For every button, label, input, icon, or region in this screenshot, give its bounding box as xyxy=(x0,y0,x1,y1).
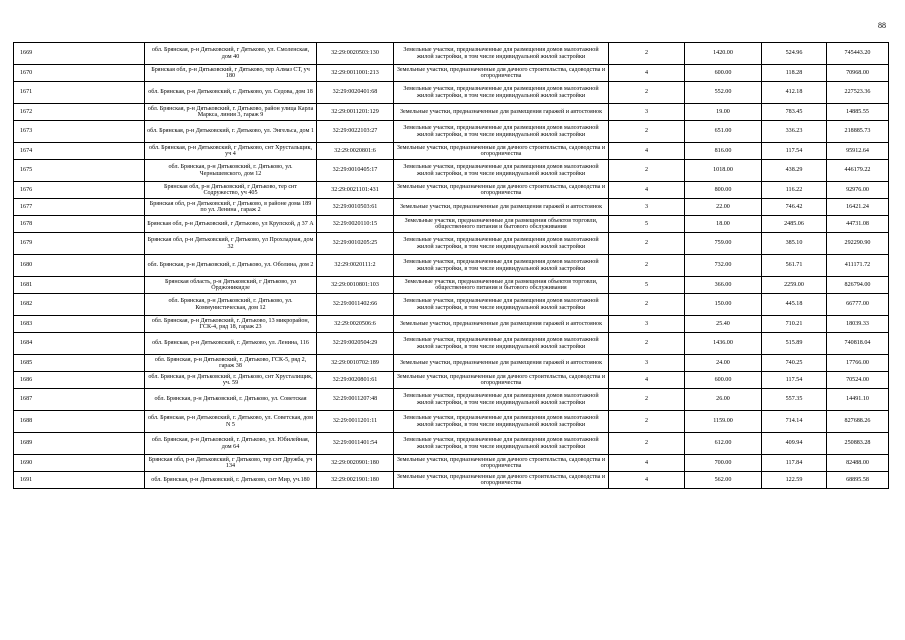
address-cell: Брянская обл, р-н Дятьковский, г Дятьково, тер снт Содружество, уч 405 xyxy=(145,182,317,199)
table-row xyxy=(14,121,889,143)
cadastral-value-cell: 66777.00 xyxy=(827,294,889,316)
cadastral-value-cell: 82488.00 xyxy=(827,455,889,472)
cadastral-value-cell: 95912.64 xyxy=(827,143,889,160)
cadastral-value-cell: 740818.04 xyxy=(827,333,889,355)
address-cell: обл. Брянская, р-н Дятьковский, г. Дятьково, ул. Энгельса, дом 1 xyxy=(145,121,317,143)
address-cell: обл. Брянская, р-н Дятьковский, г. Дятьково, ул. Коммунистическая, дом 12 xyxy=(145,294,317,316)
table-row xyxy=(14,143,889,160)
row-number-cell: 1677 xyxy=(14,199,145,216)
table-row xyxy=(14,160,889,182)
area-cell: 552.00 xyxy=(685,82,762,104)
row-number-cell: 1675 xyxy=(14,160,145,182)
row-number-cell: 1673 xyxy=(14,121,145,143)
group-cell: 2 xyxy=(609,294,685,316)
address-cell: обл. Брянская, р-н Дятьковский, г Дятьково, ул. Смоленская, дом 40 xyxy=(145,43,317,65)
group-cell: 2 xyxy=(609,43,685,65)
rate-cell: 336.23 xyxy=(762,121,827,143)
row-number-cell: 1686 xyxy=(14,372,145,389)
table-row xyxy=(14,411,889,433)
row-number-cell: 1689 xyxy=(14,433,145,455)
address-cell: обл. Брянская, р-н Дятьковский, г. Дятьково, ул. Чернышевского, дом 12 xyxy=(145,160,317,182)
land-use-cell: Земельные участки, предназначенные для размещения гаражей и автостоянок xyxy=(394,316,609,333)
cadastral-value-cell: 70968.00 xyxy=(827,65,889,82)
cadastral-number-cell: 32:29:0020901:180 xyxy=(317,455,394,472)
row-number-cell: 1672 xyxy=(14,104,145,121)
address-cell: Брянская обл, р-н Дятьковский, г Дятьково, тер Алмаз СТ, уч 180 xyxy=(145,65,317,82)
cadastral-number-cell: 32:29:0010801:103 xyxy=(317,277,394,294)
row-number-cell: 1688 xyxy=(14,411,145,433)
group-cell: 3 xyxy=(609,104,685,121)
group-cell: 3 xyxy=(609,355,685,372)
rate-cell: 783.45 xyxy=(762,104,827,121)
table-body xyxy=(14,43,889,489)
cadastral-value-cell: 227523.36 xyxy=(827,82,889,104)
area-cell: 24.00 xyxy=(685,355,762,372)
address-cell: обл. Брянская, р-н Дятьковский, г. Дятьково, снт Мир, уч.180 xyxy=(145,472,317,489)
land-use-cell: Земельные участки, предназначенные для размещения домов малоэтажной жилой застройки, в том числе индивидуальной жилой застройки xyxy=(394,121,609,143)
address-cell: обл. Брянская, р-н Дятьковский, г. Дятьково, ул. Седова, дом 18 xyxy=(145,82,317,104)
address-cell: обл. Брянская, р-н Дятьковский, г. Дятьково, ГСК-5, ряд 2, гараж 38 xyxy=(145,355,317,372)
land-use-cell: Земельные участки, предназначенные для размещения домов малоэтажной жилой застройки, в том числе индивидуальной жилой застройки xyxy=(394,43,609,65)
group-cell: 2 xyxy=(609,389,685,411)
area-cell: 600.00 xyxy=(685,372,762,389)
land-use-cell: Земельные участки, предназначенные для дачного строительства, садоводства и огородничества xyxy=(394,472,609,489)
area-cell: 26.00 xyxy=(685,389,762,411)
cadastral-number-cell: 32:29:0011402:66 xyxy=(317,294,394,316)
rate-cell: 118.28 xyxy=(762,65,827,82)
row-number-cell: 1687 xyxy=(14,389,145,411)
rate-cell: 412.18 xyxy=(762,82,827,104)
address-cell: обл. Брянская, р-н Дятьковский, г. Дятьково, ул. Советская, дом N 5 xyxy=(145,411,317,433)
land-use-cell: Земельные участки, предназначенные для размещения домов малоэтажной жилой застройки, в том числе индивидуальной жилой застройки xyxy=(394,411,609,433)
cadastral-number-cell: 32:29:0010702:189 xyxy=(317,355,394,372)
cadastral-value-cell: 18039.33 xyxy=(827,316,889,333)
rate-cell: 746.42 xyxy=(762,199,827,216)
land-use-cell: Земельные участки, предназначенные для размещения гаражей и автостоянок xyxy=(394,355,609,372)
land-use-cell: Земельные участки, предназначенные для размещения гаражей и автостоянок xyxy=(394,199,609,216)
land-use-cell: Земельные участки, предназначенные для размещения объектов торговли, общественного питания и бытового обслуживания xyxy=(394,277,609,294)
group-cell: 3 xyxy=(609,199,685,216)
group-cell: 2 xyxy=(609,233,685,255)
cadastral-number-cell: 32:29:0011001:213 xyxy=(317,65,394,82)
land-use-cell: Земельные участки, предназначенные для размещения объектов торговли, общественного питания и бытового обслуживания xyxy=(394,216,609,233)
page-number: 88 xyxy=(878,21,886,30)
rate-cell: 524.96 xyxy=(762,43,827,65)
cadastral-value-cell: 446179.22 xyxy=(827,160,889,182)
row-number-cell: 1685 xyxy=(14,355,145,372)
rate-cell: 445.18 xyxy=(762,294,827,316)
table-row xyxy=(14,255,889,277)
cadastral-number-cell: 32:29:0020110:15 xyxy=(317,216,394,233)
group-cell: 2 xyxy=(609,411,685,433)
table-row xyxy=(14,472,889,489)
group-cell: 2 xyxy=(609,433,685,455)
area-cell: 612.00 xyxy=(685,433,762,455)
cadastral-value-cell: 14885.55 xyxy=(827,104,889,121)
land-use-cell: Земельные участки, предназначенные для дачного строительства, садоводства и огородничества xyxy=(394,65,609,82)
row-number-cell: 1691 xyxy=(14,472,145,489)
table-row xyxy=(14,455,889,472)
area-cell: 150.00 xyxy=(685,294,762,316)
land-use-cell: Земельные участки, предназначенные для дачного строительства, садоводства и огородничества xyxy=(394,372,609,389)
table-row xyxy=(14,43,889,65)
cadastral-number-cell: 32:29:0021101:431 xyxy=(317,182,394,199)
land-use-cell: Земельные участки, предназначенные для размещения домов малоэтажной жилой застройки, в том числе индивидуальной жилой застройки xyxy=(394,389,609,411)
row-number-cell: 1674 xyxy=(14,143,145,160)
rate-cell: 117.54 xyxy=(762,372,827,389)
land-use-cell: Земельные участки, предназначенные для размещения домов малоэтажной жилой застройки, в том числе индивидуальной жилой застройки xyxy=(394,433,609,455)
area-cell: 700.00 xyxy=(685,455,762,472)
area-cell: 25.40 xyxy=(685,316,762,333)
cadastral-value-cell: 411171.72 xyxy=(827,255,889,277)
table-row xyxy=(14,104,889,121)
cadastral-number-cell: 32:29:0020111:2 xyxy=(317,255,394,277)
row-number-cell: 1679 xyxy=(14,233,145,255)
cadastral-number-cell: 32:29:0010503:61 xyxy=(317,199,394,216)
cadastral-value-cell: 14491.10 xyxy=(827,389,889,411)
address-cell: обл. Брянская, р-н Дятьковский, г. Дятьково, ул. Юбилейная, дом 64 xyxy=(145,433,317,455)
land-use-cell: Земельные участки, предназначенные для дачного строительства, садоводства и огородничества xyxy=(394,143,609,160)
table-row xyxy=(14,182,889,199)
cadastral-number-cell: 32:29:0020401:68 xyxy=(317,82,394,104)
area-cell: 651.00 xyxy=(685,121,762,143)
table-row xyxy=(14,372,889,389)
address-cell: Брянская область, р-н Дятьковский, г Дятьково, ул Орджоникидзе xyxy=(145,277,317,294)
area-cell: 816.00 xyxy=(685,143,762,160)
rate-cell: 117.54 xyxy=(762,143,827,160)
land-use-cell: Земельные участки, предназначенные для дачного строительства, садоводства и огородничества xyxy=(394,182,609,199)
group-cell: 5 xyxy=(609,277,685,294)
address-cell: обл. Брянская, р-н Дятьковский, г. Дятьково, район улица Карла Маркса, линия 3, гараж 9 xyxy=(145,104,317,121)
area-cell: 759.00 xyxy=(685,233,762,255)
cadastral-value-cell: 826794.00 xyxy=(827,277,889,294)
area-cell: 800.00 xyxy=(685,182,762,199)
cadastral-number-cell: 32:29:0011201:11 xyxy=(317,411,394,433)
group-cell: 4 xyxy=(609,182,685,199)
group-cell: 3 xyxy=(609,316,685,333)
cadastral-number-cell: 32:29:0011201:129 xyxy=(317,104,394,121)
land-use-cell: Земельные участки, предназначенные для размещения домов малоэтажной жилой застройки, в том числе индивидуальной жилой застройки xyxy=(394,333,609,355)
rate-cell: 438.29 xyxy=(762,160,827,182)
cadastral-number-cell: 32:29:0011207:48 xyxy=(317,389,394,411)
area-cell: 562.00 xyxy=(685,472,762,489)
table-row xyxy=(14,433,889,455)
table-row xyxy=(14,65,889,82)
rate-cell: 740.25 xyxy=(762,355,827,372)
address-cell: обл. Брянская, р-н Дятьковский, г. Дятьково, ул. Оболина, дом 2 xyxy=(145,255,317,277)
row-number-cell: 1690 xyxy=(14,455,145,472)
area-cell: 366.00 xyxy=(685,277,762,294)
cadastral-value-cell: 44731.08 xyxy=(827,216,889,233)
table-row xyxy=(14,216,889,233)
row-number-cell: 1670 xyxy=(14,65,145,82)
group-cell: 2 xyxy=(609,82,685,104)
cadastral-value-cell: 68895.58 xyxy=(827,472,889,489)
land-use-cell: Земельные участки, предназначенные для размещения домов малоэтажной жилой застройки, в том числе индивидуальной жилой застройки xyxy=(394,160,609,182)
rate-cell: 710.21 xyxy=(762,316,827,333)
area-cell: 22.00 xyxy=(685,199,762,216)
rate-cell: 561.71 xyxy=(762,255,827,277)
cadastral-value-cell: 16421.24 xyxy=(827,199,889,216)
table-row xyxy=(14,82,889,104)
area-cell: 18.00 xyxy=(685,216,762,233)
group-cell: 4 xyxy=(609,143,685,160)
row-number-cell: 1684 xyxy=(14,333,145,355)
table-row xyxy=(14,355,889,372)
address-cell: обл. Брянская, р-н Дятьковский, г Дятьково, снт Хрустальщик, уч 4 xyxy=(145,143,317,160)
rate-cell: 122.59 xyxy=(762,472,827,489)
table-row xyxy=(14,294,889,316)
address-cell: обл. Брянская, р-н Дятьковский, г. Дятьково, снт Хрусталищик, уч. 59 xyxy=(145,372,317,389)
cadastral-number-cell: 32:29:0011401:54 xyxy=(317,433,394,455)
cadastral-value-cell: 218885.73 xyxy=(827,121,889,143)
row-number-cell: 1682 xyxy=(14,294,145,316)
group-cell: 2 xyxy=(609,255,685,277)
land-use-cell: Земельные участки, предназначенные для дачного строительства, садоводства и огородничества xyxy=(394,455,609,472)
cadastral-number-cell: 32:29:0021901:180 xyxy=(317,472,394,489)
cadastral-value-cell: 17766.00 xyxy=(827,355,889,372)
rate-cell: 515.89 xyxy=(762,333,827,355)
table-row xyxy=(14,199,889,216)
table-row xyxy=(14,389,889,411)
address-cell: обл. Брянская, р-н Дятьковский, г. Дятьково, ул. Ленина, 116 xyxy=(145,333,317,355)
area-cell: 19.00 xyxy=(685,104,762,121)
row-number-cell: 1669 xyxy=(14,43,145,65)
group-cell: 2 xyxy=(609,121,685,143)
cadastral-number-cell: 32:29:0022103:27 xyxy=(317,121,394,143)
rate-cell: 385.10 xyxy=(762,233,827,255)
rate-cell: 2259.00 xyxy=(762,277,827,294)
group-cell: 4 xyxy=(609,455,685,472)
area-cell: 1159.00 xyxy=(685,411,762,433)
land-registry-table xyxy=(13,42,889,489)
rate-cell: 2485.06 xyxy=(762,216,827,233)
cadastral-number-cell: 32:29:0010405:17 xyxy=(317,160,394,182)
cadastral-value-cell: 92976.00 xyxy=(827,182,889,199)
land-use-cell: Земельные участки, предназначенные для размещения домов малоэтажной жилой застройки, в том числе индивидуальной жилой застройки xyxy=(394,82,609,104)
group-cell: 4 xyxy=(609,372,685,389)
address-cell: Брянская обл, р-н Дятьковский, г Дятьково, ул Крупской, д 37 А xyxy=(145,216,317,233)
land-use-cell: Земельные участки, предназначенные для размещения домов малоэтажной жилой застройки, в том числе индивидуальной жилой застройки xyxy=(394,255,609,277)
table-row xyxy=(14,277,889,294)
cadastral-number-cell: 32:29:0020504:29 xyxy=(317,333,394,355)
rate-cell: 557.35 xyxy=(762,389,827,411)
area-cell: 600.00 xyxy=(685,65,762,82)
rate-cell: 116.22 xyxy=(762,182,827,199)
group-cell: 2 xyxy=(609,160,685,182)
land-use-cell: Земельные участки, предназначенные для размещения домов малоэтажной жилой застройки, в том числе индивидуальной жилой застройки xyxy=(394,294,609,316)
table-row xyxy=(14,233,889,255)
cadastral-value-cell: 745443.20 xyxy=(827,43,889,65)
row-number-cell: 1681 xyxy=(14,277,145,294)
land-use-cell: Земельные участки, предназначенные для размещения домов малоэтажной жилой застройки, в том числе индивидуальной жилой застройки xyxy=(394,233,609,255)
row-number-cell: 1680 xyxy=(14,255,145,277)
cadastral-value-cell: 250883.28 xyxy=(827,433,889,455)
address-cell: Брянская обл, р-н Дятьковский, г Дятьково, тер снт Дружба, уч 134 xyxy=(145,455,317,472)
cadastral-value-cell: 292290.90 xyxy=(827,233,889,255)
row-number-cell: 1671 xyxy=(14,82,145,104)
address-cell: Брянская обл, р-н Дятьковский, г Дятьково, ул Прохладная, дом 32 xyxy=(145,233,317,255)
row-number-cell: 1676 xyxy=(14,182,145,199)
address-cell: обл. Брянская, р-н Дятьковский, г. Дятьково, 13 микрорайон, ГСК-4, ряд 18, гараж 23 xyxy=(145,316,317,333)
address-cell: Брянская обл, р-н Дятьковский, г Дятьково, в районе дома 189 по ул. Ленина , гараж 2 xyxy=(145,199,317,216)
cadastral-value-cell: 827688.26 xyxy=(827,411,889,433)
land-use-cell: Земельные участки, предназначенные для размещения гаражей и автостоянок xyxy=(394,104,609,121)
cadastral-number-cell: 32:29:0020506:6 xyxy=(317,316,394,333)
table-row xyxy=(14,333,889,355)
area-cell: 732.00 xyxy=(685,255,762,277)
rate-cell: 714.14 xyxy=(762,411,827,433)
cadastral-number-cell: 32:29:0020801:6 xyxy=(317,143,394,160)
cadastral-number-cell: 32:29:0010205:25 xyxy=(317,233,394,255)
rate-cell: 409.94 xyxy=(762,433,827,455)
cadastral-value-cell: 70524.00 xyxy=(827,372,889,389)
row-number-cell: 1683 xyxy=(14,316,145,333)
cadastral-number-cell: 32:29:0020503:130 xyxy=(317,43,394,65)
group-cell: 2 xyxy=(609,333,685,355)
row-number-cell: 1678 xyxy=(14,216,145,233)
address-cell: обл. Брянская, р-н Дятьковский, г. Дятьково, ул. Советская xyxy=(145,389,317,411)
area-cell: 1018.00 xyxy=(685,160,762,182)
area-cell: 1436.00 xyxy=(685,333,762,355)
group-cell: 4 xyxy=(609,65,685,82)
cadastral-number-cell: 32:29:0020801:61 xyxy=(317,372,394,389)
table-row xyxy=(14,316,889,333)
area-cell: 1420.00 xyxy=(685,43,762,65)
rate-cell: 117.84 xyxy=(762,455,827,472)
group-cell: 4 xyxy=(609,472,685,489)
group-cell: 5 xyxy=(609,216,685,233)
